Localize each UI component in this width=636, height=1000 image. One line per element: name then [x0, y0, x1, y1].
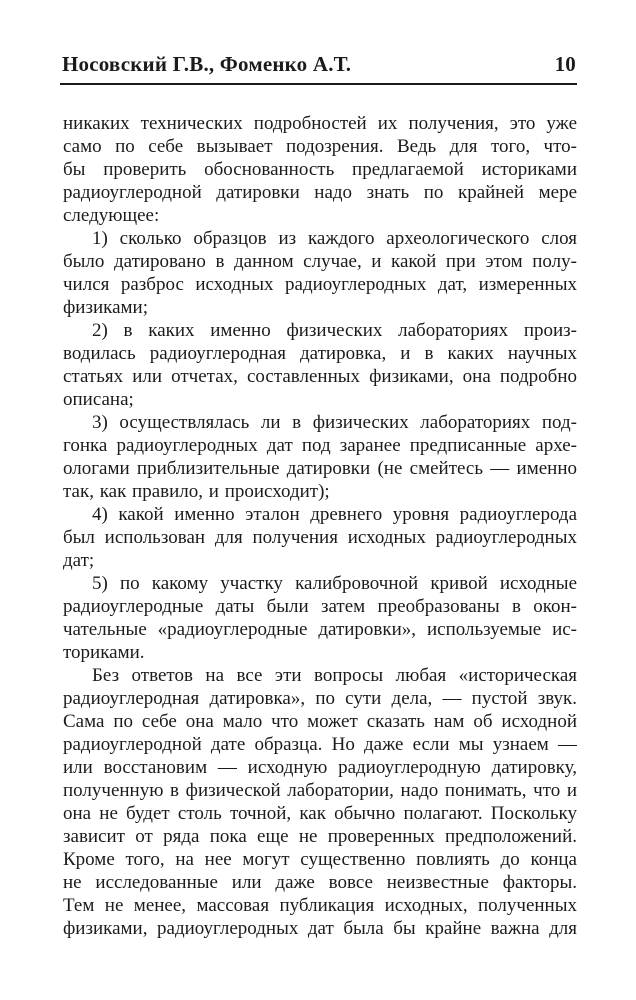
text-line: чился разброс исходных радиоуглеродных дат, измеренных — [63, 274, 577, 295]
text-line: 4) какой именно эталон древнего уровня радиоуглерода — [92, 504, 577, 525]
text-line: ологами приблизительные датировки (не смейтесь — именно — [63, 458, 577, 479]
text-line: 3) осуществлялась ли в физических лабораториях под- — [92, 412, 577, 433]
text-line: Сама по себе она мало что может сказать нам об исходной — [63, 711, 577, 732]
text-line: так, как правило, и происходит); — [63, 481, 330, 502]
text-line: описана; — [63, 389, 134, 410]
text-line: она не будет столь точной, как обычно полагают. Поскольку — [63, 803, 577, 824]
text-line: следующее: — [63, 205, 160, 226]
text-line: физиками, радиоуглеродных дат была бы крайне важна для — [63, 918, 577, 939]
text-line: гонка радиоуглеродных дат под заранее предписанные архе- — [63, 435, 577, 456]
text-line: 5) по какому участку калибровочной кривой исходные — [92, 573, 577, 594]
text-line: радиоуглеродные даты были затем преобразованы в окон- — [63, 596, 577, 617]
text-line: Тем не менее, массовая публикация исходных, полученных — [63, 895, 577, 916]
page-number: 10 — [554, 52, 576, 76]
text-line: ториками. — [63, 642, 145, 663]
text-line: никаких технических подробностей их получения, это уже — [63, 113, 577, 134]
text-line: бы проверить обоснованность предлагаемой историками — [63, 159, 577, 180]
text-line: было датировано в данном случае, и какой при этом полу- — [63, 251, 577, 272]
text-line: Кроме того, на нее могут существенно повлиять до конца — [63, 849, 577, 870]
text-line: был использован для получения исходных радиоуглеродных — [63, 527, 577, 548]
text-line: полученную в физической лаборатории, надо понимать, что и — [63, 780, 577, 801]
running-head-authors: Носовский Г.В., Фоменко А.Т. — [62, 52, 352, 76]
text-line: статьях или отчетах, составленных физиками, она подробно — [63, 366, 577, 387]
running-head — [62, 0, 576, 77]
text-line: водилась радиоуглеродная датировка, и в каких научных — [63, 343, 577, 364]
text-line: чательные «радиоуглеродные датировки», используемые ис- — [63, 619, 577, 640]
page-body — [63, 112, 577, 940]
text-line: Без ответов на все эти вопросы любая «историческая — [92, 665, 577, 686]
text-line: или восстановим — исходную радиоуглеродную датировку, — [63, 757, 577, 778]
text-line: физиками; — [63, 297, 148, 318]
header-rule — [60, 83, 577, 85]
text-line: дат; — [63, 550, 95, 571]
text-line: 1) сколько образцов из каждого археологического слоя — [92, 228, 577, 249]
text-line: 2) в каких именно физических лабораториях произ- — [92, 320, 577, 341]
text-line: само по себе вызывает подозрения. Ведь для того, что- — [63, 136, 577, 157]
text-line: не исследованные или даже вовсе неизвестные факторы. — [63, 872, 577, 893]
text-line: радиоуглеродной дате образца. Но даже если мы узнаем — — [63, 734, 577, 755]
text-line: зависит от ряда пока еще не проверенных предположений. — [63, 826, 577, 847]
text-line: радиоуглеродная датировка», по сути дела, — пустой звук. — [63, 688, 577, 709]
text-line: радиоуглеродной датировки надо знать по крайней мере — [63, 182, 577, 203]
